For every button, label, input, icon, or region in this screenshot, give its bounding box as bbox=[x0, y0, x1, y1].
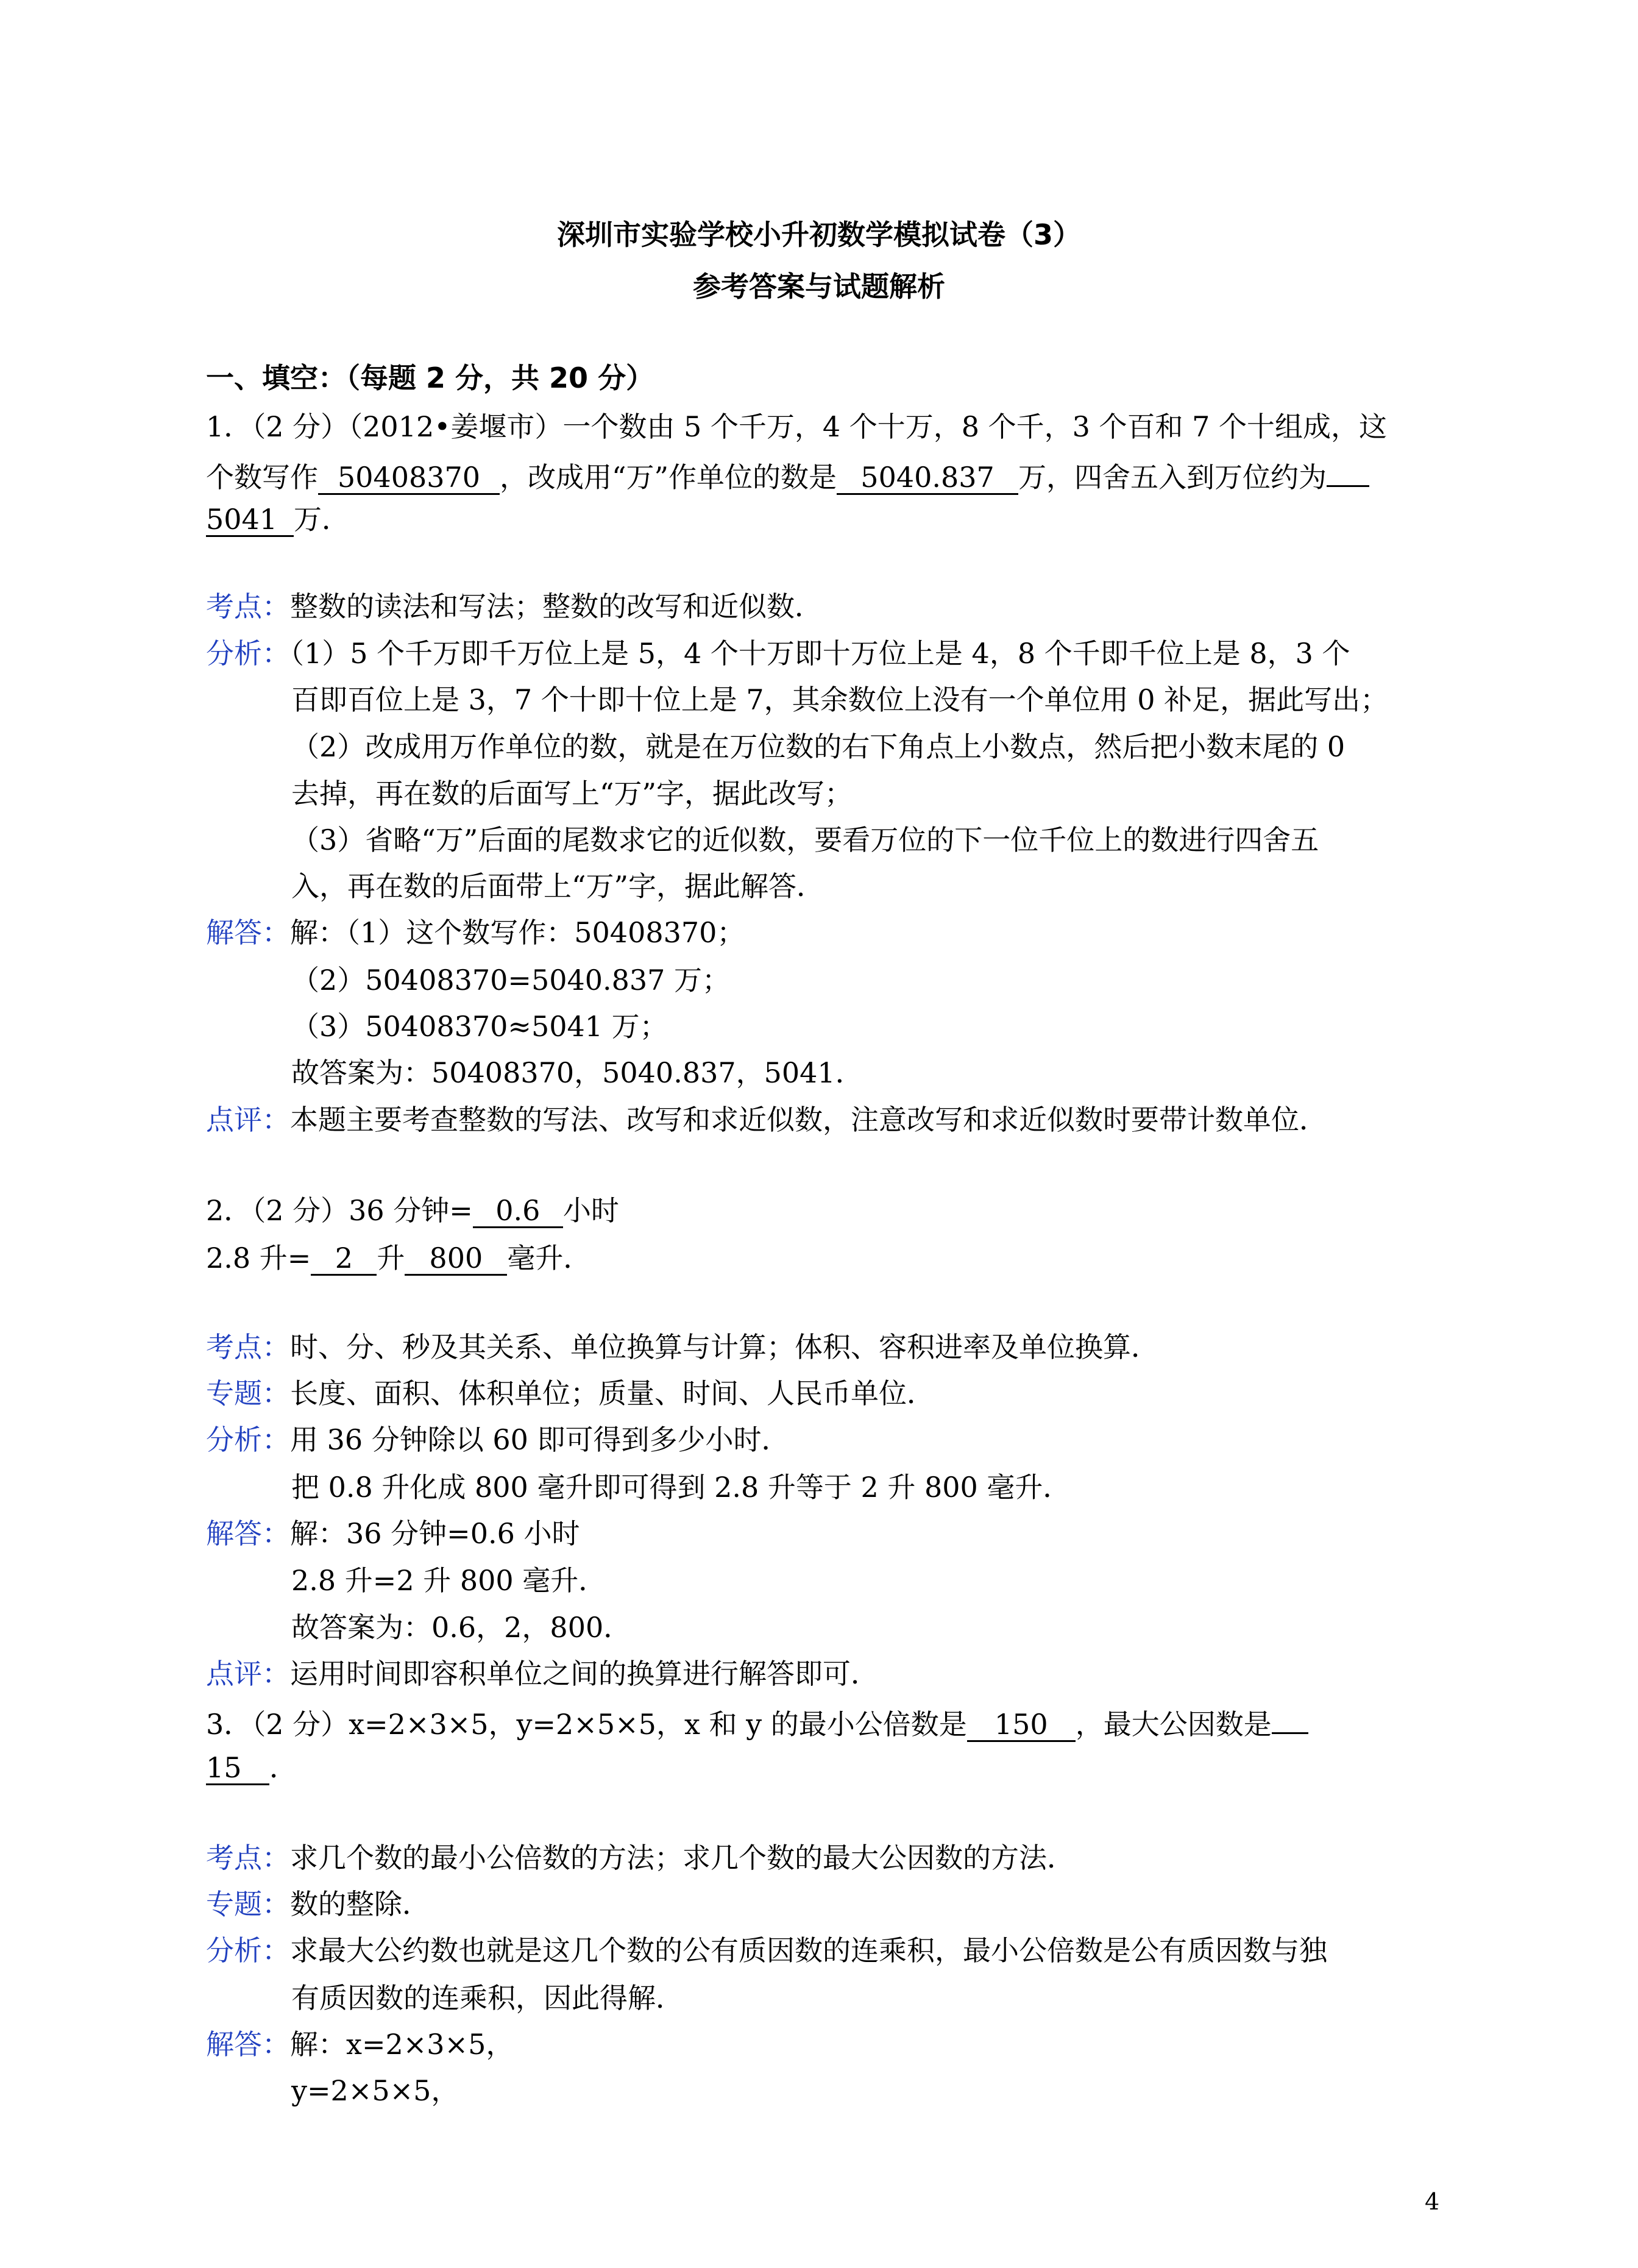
q1-fenxi-1: 分析：（1）5 个千万即千万位上是 5，4 个十万即十万位上是 4，8 个千即千位上是 8，3 个 bbox=[206, 637, 1350, 670]
q1-fenxi-2: 百即百位上是 3，7 个十即十位上是 7，其余数位上没有一个单位用 0 补足，据此写出； bbox=[291, 683, 1389, 716]
q1-jieda-2: （2）50408370=5040.837 万； bbox=[291, 964, 731, 997]
label-zhuanti: 专题： bbox=[206, 1377, 290, 1410]
q3-zhuanti: 专题：数的整除． bbox=[206, 1888, 430, 1921]
q1-answer-2: 5040.837 bbox=[837, 461, 1018, 495]
q2-kaodian: 考点：时、分、秒及其关系、单位换算与计算；体积、容积进率及单位换算． bbox=[206, 1331, 1159, 1363]
q1-stem-line2 bbox=[206, 455, 1369, 496]
q2-zhuanti: 专题：长度、面积、体积单位；质量、时间、人民币单位． bbox=[206, 1377, 935, 1410]
q3-fenxi-2: 有质因数的连乘积，因此得解． bbox=[291, 1982, 684, 2014]
q3-jieda-2: y=2×5×5， bbox=[291, 2074, 459, 2107]
page-number: 4 bbox=[1425, 2188, 1440, 2215]
label-jieda: 解答： bbox=[206, 916, 290, 949]
q1-text-b: ，改成用“万”作单位的数是 bbox=[500, 461, 837, 494]
q3-jieda-1: 解答：解：x=2×3×5， bbox=[206, 2028, 514, 2061]
q3-stem-line1: 3．（2 分）x=2×3×5，y=2×5×5，x 和 y 的最小公倍数是 150 ，最大公因数是 bbox=[206, 1702, 1308, 1743]
q1-answer-1: 50408370 bbox=[318, 461, 500, 495]
label-dianping: 点评： bbox=[206, 1103, 290, 1136]
q1-stem-line3 bbox=[206, 501, 350, 538]
document-subtitle: 参考答案与试题解析 bbox=[693, 270, 945, 303]
q1-fenxi-4: 去掉，再在数的后面写上“万”字，据此改写； bbox=[291, 777, 853, 810]
q2-answer-2: 2 bbox=[311, 1242, 377, 1276]
q3-fenxi-1: 分析：求最大公约数也就是这几个数的公有质因数的连乘积，最小公倍数是公有质因数与独 bbox=[206, 1934, 1327, 1967]
q1-jieda-3: （3）50408370≈5041 万； bbox=[291, 1010, 668, 1043]
q2-fenxi-2: 把 0.8 升化成 800 毫升即可得到 2.8 升等于 2 升 800 毫升． bbox=[291, 1471, 1071, 1504]
q1-kaodian: 考点：整数的读法和写法；整数的改写和近似数． bbox=[206, 590, 823, 623]
q1-text-a: 个数写作 bbox=[206, 461, 318, 494]
q2-fenxi-1: 分析：用 36 分钟除以 60 即可得到多少小时． bbox=[206, 1423, 790, 1456]
q3-stem-line2: 15 ． bbox=[206, 1751, 297, 1784]
q2-answer-3: 800 bbox=[405, 1242, 507, 1276]
q3-answer-1: 150 bbox=[967, 1708, 1076, 1742]
q2-jieda-1: 解答：解：36 分钟=0.6 小时 bbox=[206, 1517, 580, 1550]
q1-fenxi-6: 入，再在数的后面带上“万”字，据此解答． bbox=[291, 870, 825, 903]
q2-jieda-3: 故答案为：0.6，2，800． bbox=[291, 1611, 632, 1644]
q2-jieda-2: 2.8 升=2 升 800 毫升． bbox=[291, 1564, 607, 1597]
q2-stem-line1: 2．（2 分）36 分钟= 0.6 小时 bbox=[206, 1194, 619, 1227]
q1-dianping: 点评：本题主要考查整数的写法、改写和求近似数，注意改写和求近似数时要带计数单位． bbox=[206, 1103, 1327, 1136]
q2-stem-line2: 2.8 升= 2 升 800 毫升． bbox=[206, 1242, 592, 1274]
q1-text-d: 万． bbox=[294, 503, 350, 536]
q1-jieda-1: 解答：解：（1）这个数写作：50408370； bbox=[206, 916, 745, 949]
q1-fenxi-5: （3）省略“万”后面的尾数求它的近似数，要看万位的下一位千位上的数进行四舍五 bbox=[291, 823, 1319, 856]
q1-fenxi-3: （2）改成用万作单位的数，就是在万位数的右下角点上小数点，然后把小数末尾的 0 bbox=[291, 730, 1346, 763]
document-title: 深圳市实验学校小升初数学模拟试卷（3） bbox=[556, 218, 1081, 251]
q2-answer-1: 0.6 bbox=[473, 1195, 563, 1228]
label-fenxi: 分析： bbox=[206, 637, 290, 670]
q3-answer-2: 15 bbox=[206, 1752, 269, 1785]
q1-text-c: 万，四舍五入到万位约为 bbox=[1018, 461, 1327, 494]
q1-answer-3: 5041 bbox=[206, 503, 294, 537]
q1-stem-line1: 1．（2 分）（2012•姜堰市）一个数由 5 个千万，4 个十万，8 个千，3 个百和 7 个十组成，这 bbox=[206, 410, 1388, 443]
label-kaodian: 考点： bbox=[206, 590, 290, 623]
q2-dianping: 点评：运用时间即容积单位之间的换算进行解答即可． bbox=[206, 1657, 879, 1690]
q3-kaodian: 考点：求几个数的最小公倍数的方法；求几个数的最大公因数的方法． bbox=[206, 1841, 1075, 1874]
q1-jieda-4: 故答案为：50408370，5040.837，5041． bbox=[291, 1056, 863, 1089]
section-heading: 一、填空：（每题 2 分，共 20 分） bbox=[206, 361, 654, 394]
